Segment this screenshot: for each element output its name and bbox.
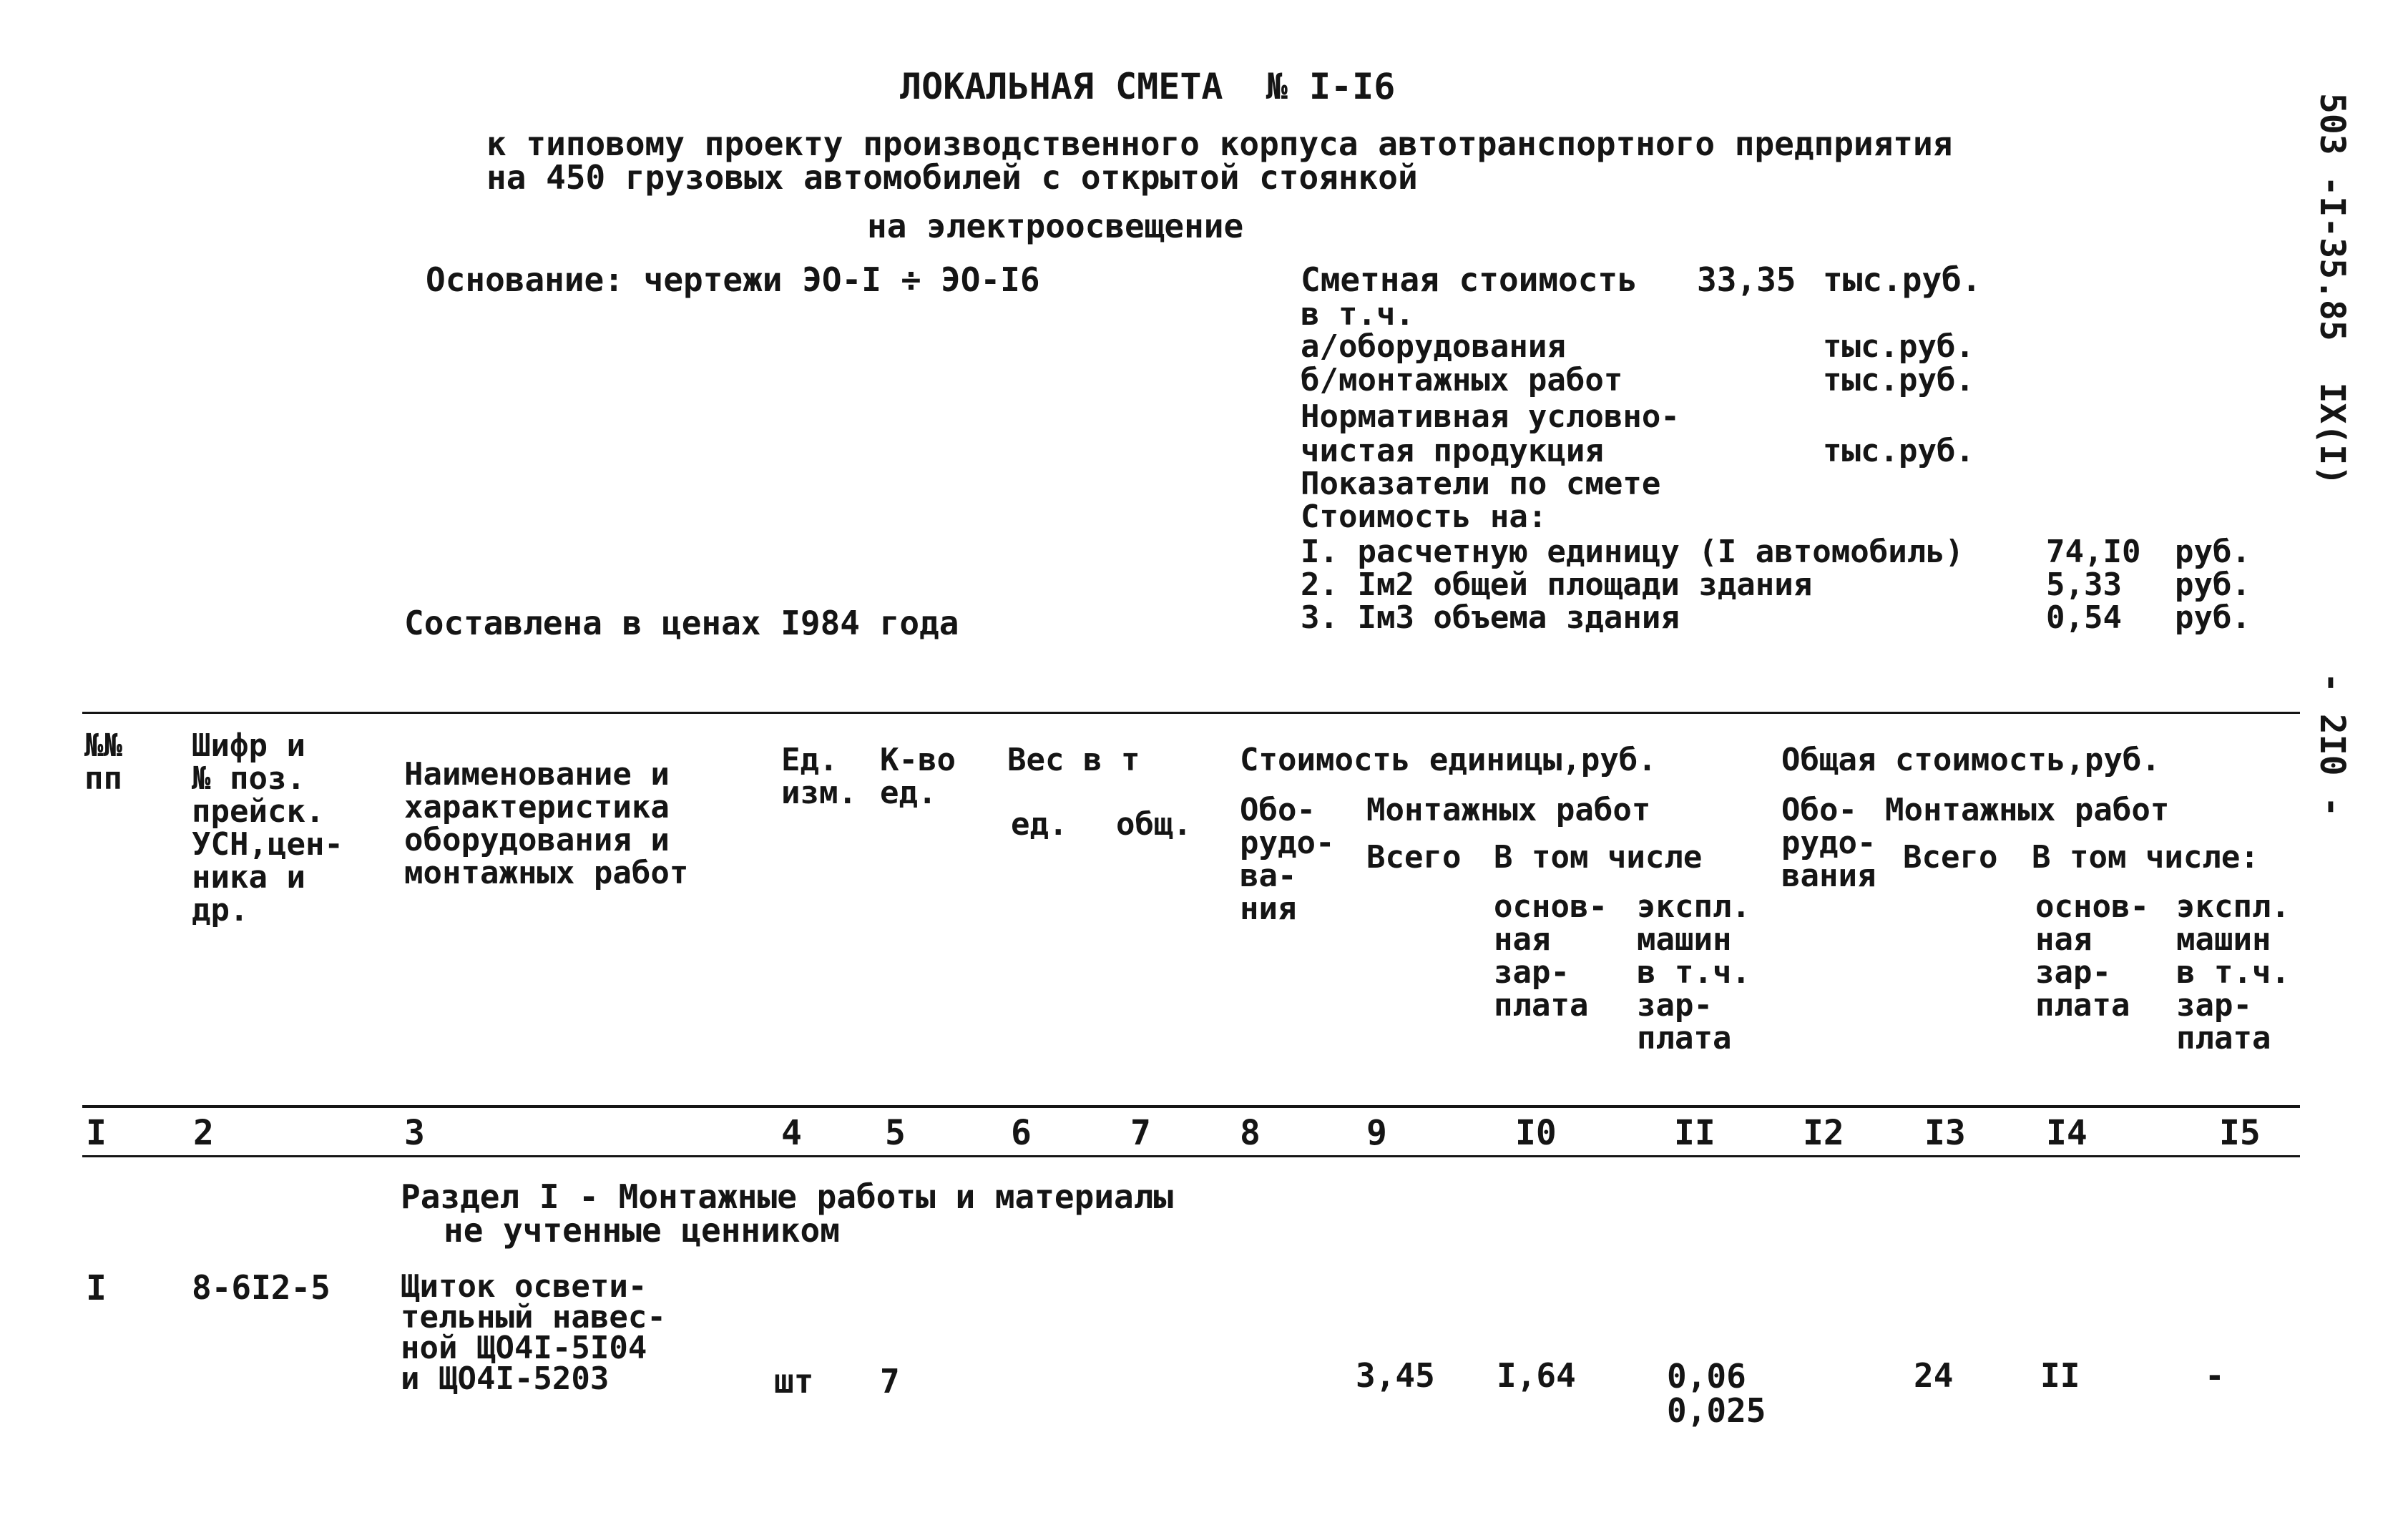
row-total-salary: II [2040,1356,2080,1395]
column-numbers-rule [82,1155,2300,1157]
column-number: 3 [404,1113,425,1153]
header-total-machines: экспл. машин в т.ч. зар- плата [2176,888,2290,1056]
column-number: 2 [193,1113,214,1153]
row-number: I [86,1268,107,1308]
basis-line: Основание: чертежи ЭО-I ÷ ЭО-I6 [426,260,1040,299]
row-total-total: 24 [1914,1356,1954,1395]
row-unit: шт [774,1362,814,1401]
estimated-cost-value: 33,35 [1697,260,1796,299]
document-subtitle-line2: на 450 грузовых автомобилей с открытой стоянкой [486,158,1418,197]
prices-note: Составлена в ценах I984 года [404,604,959,642]
column-number: I2 [1803,1113,1844,1153]
indicator-value: 0,54 [2046,599,2122,636]
project-code: 503 -I-35.85 IX(I) [2312,93,2352,486]
column-number: I0 [1515,1113,1557,1153]
header-code: Шифр и № поз. прейск. УСН,цен- ника и др. [192,727,343,928]
header-total-install: Монтажных работ [1885,792,2170,828]
header-total-cost: Общая стоимость,руб. [1781,742,2160,778]
column-number: I4 [2046,1113,2088,1153]
normative-unit: тыс.руб. [1823,433,1974,469]
indicator-unit: руб. [2175,567,2251,603]
equipment-unit: тыс.руб. [1823,328,1974,365]
column-number: I3 [1924,1113,1966,1153]
document-subtitle-line1: к типовому проекту производственного корпуса автотранспортного предприятия [486,124,1953,163]
header-unit-total: Всего [1366,839,1462,876]
column-number: I [86,1113,107,1153]
normative-label-2: чистая продукция [1301,433,1604,469]
header-unit-salary: основ- ная зар- плата [1494,888,1607,1024]
header-total-salary: основ- ная зар- плата [2035,888,2149,1024]
header-total-total: Всего [1903,839,1998,876]
indicator-label: I. расчетную единицу (I автомобиль) [1301,534,1964,570]
row-unit-machines: 0,06 0,025 [1667,1357,1766,1430]
column-number: I5 [2219,1113,2261,1153]
row-unit-salary: I,64 [1497,1356,1576,1395]
header-quantity: К-во ед. [880,742,956,811]
header-unit-incl: В том числе [1494,839,1703,876]
header-weight-unit: ед. [1011,806,1068,843]
section-title-continued: не учтенные ценником [444,1211,840,1250]
installation-label: б/монтажных работ [1301,362,1623,398]
column-number: 6 [1011,1113,1032,1153]
incl-label: в т.ч. [1301,296,1414,333]
row-name: Щиток освети- тельный навес- ной ЩО4I-5I04 и ЩО4I-5203 [401,1268,666,1397]
indicators-label: Показатели по смете [1301,466,1661,502]
equipment-label: а/оборудования [1301,328,1566,365]
indicator-unit: руб. [2175,534,2251,570]
header-total-incl: В том числе: [2032,839,2259,876]
cost-per-label: Стоимость на: [1301,499,1547,535]
column-number: 9 [1366,1113,1387,1153]
estimated-cost-unit: тыс.руб. [1823,260,1982,299]
column-number: 8 [1240,1113,1261,1153]
row-code: 8-6I2-5 [192,1268,331,1307]
header-weight-total: общ. [1116,806,1192,843]
row-total-machines: - [2205,1356,2225,1395]
header-unit-equipment: Обо- рудо- ва- ния [1240,792,1335,927]
page-number: - 2I0 - [2312,672,2352,818]
installation-unit: тыс.руб. [1823,362,1974,398]
header-name: Наименование и характеристика оборудования и монтажных работ [404,756,689,891]
document-title: ЛОКАЛЬНАЯ СМЕТА № I-I6 [900,66,1396,107]
column-number: 7 [1130,1113,1151,1153]
row-unit-total: 3,45 [1356,1356,1435,1395]
header-row-number: №№ пп [84,727,122,797]
section-title: Раздел I - Монтажные работы и материалы [401,1177,1174,1216]
column-number: 5 [885,1113,906,1153]
header-unit: Ед. изм. [781,742,857,811]
estimated-cost-label: Сметная стоимость [1301,260,1638,299]
document-purpose: на электроосвещение [867,207,1244,245]
header-unit-cost: Стоимость единицы,руб. [1240,742,1657,778]
header-weight: Вес в т [1007,742,1140,778]
header-bottom-rule [82,1105,2300,1108]
normative-label-1: Нормативная условно- [1301,398,1680,435]
indicator-value: 5,33 [2046,567,2122,603]
header-unit-install: Монтажных работ [1366,792,1651,828]
indicator-label: 2. Iм2 общей площади здания [1301,567,1813,603]
table-top-rule [82,712,2300,714]
header-unit-machines: экспл. машин в т.ч. зар- плата [1637,888,1751,1056]
indicator-value: 74,I0 [2046,534,2141,570]
indicator-label: 3. Iм3 объема здания [1301,599,1680,636]
indicator-unit: руб. [2175,599,2251,636]
column-number: 4 [781,1113,802,1153]
row-quantity: 7 [880,1362,900,1401]
column-number: II [1674,1113,1716,1153]
header-total-equipment: Обо- рудо- вания [1781,792,1876,894]
